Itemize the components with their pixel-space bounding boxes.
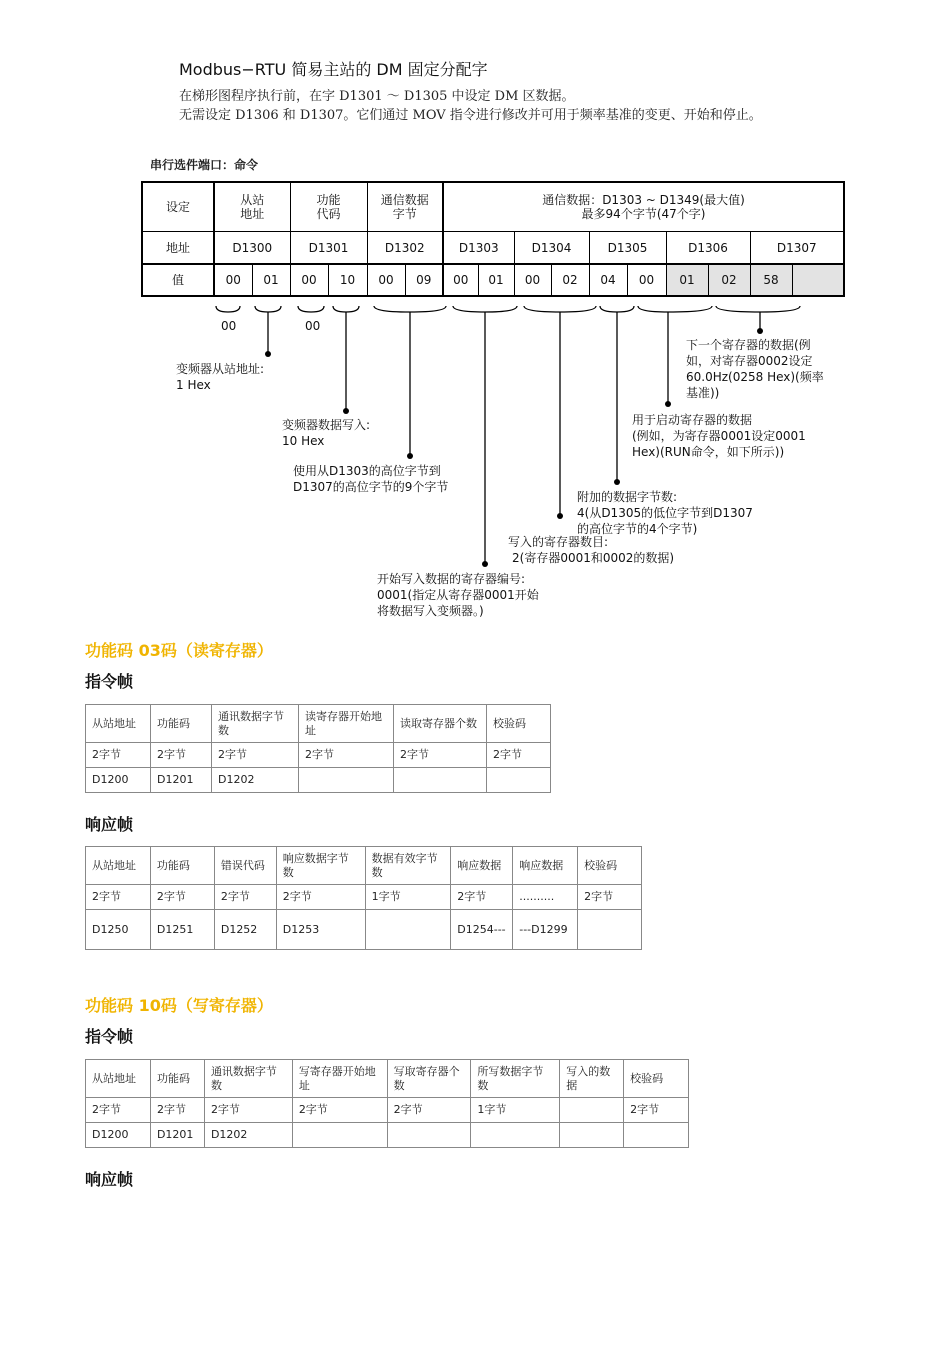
dm-address-cell: D1303	[443, 232, 514, 265]
table-cell: 2字节	[86, 1098, 151, 1123]
dm-value-cell: 02	[708, 264, 750, 296]
table-row	[86, 1098, 689, 1123]
table-cell: 2字节	[86, 743, 151, 768]
table-cell: ---D1299	[513, 910, 578, 950]
table-cell: 2字节	[86, 885, 151, 910]
table-cell	[471, 1123, 560, 1148]
column-header: 功能码	[151, 705, 212, 743]
column-header: 读取寄存器个数	[394, 705, 487, 743]
note-next-register-data: 下一个寄存器的数据(例 如，对寄存器0002设定 60.0Hz(0258 Hex)(频率 基准))	[686, 338, 824, 400]
dm-value-cell: 04	[589, 264, 627, 296]
table-cell	[560, 1098, 624, 1123]
row-label-address: 地址	[142, 232, 214, 265]
dm-address-cell: D1302	[367, 232, 443, 265]
table-cell: 1字节	[471, 1098, 560, 1123]
dm-address-cell: D1301	[290, 232, 367, 265]
table-row	[86, 885, 642, 910]
dm-value-cell: 01	[666, 264, 708, 296]
table-row	[86, 1123, 689, 1148]
intro-line-2: 无需设定 D1306 和 D1307。它们通过 MOV 指令进行修改并可用于频率基准的变更、开始和停止。	[179, 108, 762, 123]
table-cell: D1202	[212, 768, 299, 793]
table-cell: D1251	[150, 910, 214, 950]
table-cell: D1201	[150, 1123, 204, 1148]
table-cell: D1250	[86, 910, 151, 950]
table-cell: 2字节	[624, 1098, 689, 1123]
column-header: 读寄存器开始地址	[299, 705, 394, 743]
table-cell: D1200	[86, 768, 151, 793]
fc03-resp-frame-heading: 响应帧	[85, 815, 134, 834]
column-header: 数据有效字节数	[365, 847, 451, 885]
note-byte-count: 使用从D1303的高位字节到 D1307的高位字节的9个字节	[293, 464, 449, 494]
table-cell	[365, 910, 451, 950]
dm-address-cell: D1306	[666, 232, 750, 265]
column-header: 响应数据字节数	[276, 847, 365, 885]
column-header: 从站地址	[86, 847, 151, 885]
table-cell	[292, 1123, 387, 1148]
setting-function-code: 功能 代码	[290, 182, 367, 232]
note-function-code: 变频器数据写入: 10 Hex	[282, 418, 371, 448]
table-cell: 2字节	[292, 1098, 387, 1123]
fc10-resp-frame-heading: 响应帧	[85, 1170, 134, 1189]
table-cell: 2字节	[151, 743, 212, 768]
dm-value-cell: 01	[478, 264, 514, 296]
column-header: 写取寄存器个数	[387, 1060, 471, 1098]
table-cell: 2字节	[150, 885, 214, 910]
dm-value-cell: 09	[405, 264, 443, 296]
table-row	[86, 743, 551, 768]
table-cell: 2字节	[204, 1098, 292, 1123]
table-cell	[394, 768, 487, 793]
intro-line-1: 在梯形图程序执行前，在字 D1301 ～ D1305 中设定 DM 区数据。	[179, 89, 575, 104]
setting-slave-address: 从站 地址	[214, 182, 290, 232]
table-cell: D1252	[214, 910, 276, 950]
dm-value-cell: 00	[627, 264, 666, 296]
table-cell: 2字节	[214, 885, 276, 910]
setting-comm-data: 通信数据：D1303 ~ D1349(最大值) 最多94个字节(47个字)	[443, 182, 844, 232]
column-header: 从站地址	[86, 1060, 151, 1098]
fc03-cmd-frame-heading: 指令帧	[85, 672, 134, 691]
dm-address-cell: D1300	[214, 232, 290, 265]
note-register-count: 写入的寄存器数目: 2(寄存器0001和0002的数据)	[508, 535, 675, 565]
brace-label-b: 00	[305, 319, 321, 333]
dm-address-cell: D1305	[589, 232, 666, 265]
table-cell: 2字节	[487, 743, 551, 768]
column-header: 写入的数据	[560, 1060, 624, 1098]
table-cell	[387, 1123, 471, 1148]
table-cell: 2字节	[578, 885, 642, 910]
column-header: 功能码	[150, 1060, 204, 1098]
note-start-register: 开始写入数据的寄存器编号: 0001(指定从寄存器0001开始 将数据写入变频器。)	[377, 572, 539, 618]
column-header: 校验码	[624, 1060, 689, 1098]
table-cell: ..........	[513, 885, 578, 910]
column-header: 从站地址	[86, 705, 151, 743]
table-header-row	[86, 847, 642, 885]
fc10-section-title: 功能码 10码（写寄存器）	[85, 996, 273, 1015]
table-cell: 2字节	[212, 743, 299, 768]
note-start-register-data: 用于启动寄存器的数据 (例如，为寄存器0001设定0001 Hex)(RUN命令，如下所示))	[632, 413, 806, 459]
fc10-cmd-frame-heading: 指令帧	[85, 1027, 134, 1046]
column-header: 校验码	[487, 705, 551, 743]
fc10-command-frame-table	[85, 1059, 689, 1148]
column-header: 响应数据	[513, 847, 578, 885]
table-cell	[560, 1123, 624, 1148]
dm-value-cell: 00	[367, 264, 405, 296]
note-additional-bytes: 附加的数据字节数: 4(从D1305的低位字节到D1307 的高位字节的4个字节)	[577, 490, 753, 536]
table-row	[86, 768, 551, 793]
fc03-section-title: 功能码 03码（读寄存器）	[85, 641, 273, 660]
dm-address-cell: D1307	[750, 232, 844, 265]
table-cell	[624, 1123, 689, 1148]
table-cell: D1201	[151, 768, 212, 793]
table-cell: 2字节	[451, 885, 513, 910]
column-header: 功能码	[150, 847, 214, 885]
table-cell: D1253	[276, 910, 365, 950]
row-label-setting: 设定	[142, 182, 214, 232]
table-cell	[578, 910, 642, 950]
column-header: 错误代码	[214, 847, 276, 885]
table-row	[86, 910, 642, 950]
brace-label-a: 00	[221, 319, 237, 333]
table-cell: 1字节	[365, 885, 451, 910]
table-cell: 2字节	[276, 885, 365, 910]
dm-value-cell: 01	[252, 264, 290, 296]
column-header: 所写数据字节数	[471, 1060, 560, 1098]
table-cell: D1254---	[451, 910, 513, 950]
table-header-row	[86, 1060, 689, 1098]
dm-value-cell: 00	[290, 264, 328, 296]
column-header: 校验码	[578, 847, 642, 885]
row-label-value: 值	[142, 264, 214, 296]
table-cell	[299, 768, 394, 793]
note-slave-address: 变频器从站地址: 1 Hex	[176, 362, 265, 392]
table-cell: 2字节	[150, 1098, 204, 1123]
table-cell: 2字节	[394, 743, 487, 768]
table-cell: 2字节	[299, 743, 394, 768]
fc03-command-frame-table	[85, 704, 551, 793]
table-header-row	[86, 705, 551, 743]
fc03-response-frame-table	[85, 846, 642, 950]
table-cell: D1202	[204, 1123, 292, 1148]
dm-value-cell: 00	[214, 264, 252, 296]
dm-value-cell: 10	[328, 264, 367, 296]
dm-address-cell: D1304	[514, 232, 589, 265]
column-header: 写寄存器开始地址	[292, 1060, 387, 1098]
dm-value-cell: 00	[514, 264, 551, 296]
table-cell: 2字节	[387, 1098, 471, 1123]
page-title: Modbus−RTU 简易主站的 DM 固定分配字	[179, 60, 488, 79]
column-header: 响应数据	[451, 847, 513, 885]
table-cell: D1200	[86, 1123, 151, 1148]
column-header: 通讯数据字节数	[212, 705, 299, 743]
port-label: 串行选件端口：命令	[150, 158, 259, 172]
dm-value-cell: 02	[551, 264, 589, 296]
dm-value-cell: 58	[750, 264, 792, 296]
setting-data-bytes: 通信数据 字节	[367, 182, 443, 232]
column-header: 通讯数据字节数	[204, 1060, 292, 1098]
dm-value-cell: 00	[443, 264, 478, 296]
table-cell	[487, 768, 551, 793]
